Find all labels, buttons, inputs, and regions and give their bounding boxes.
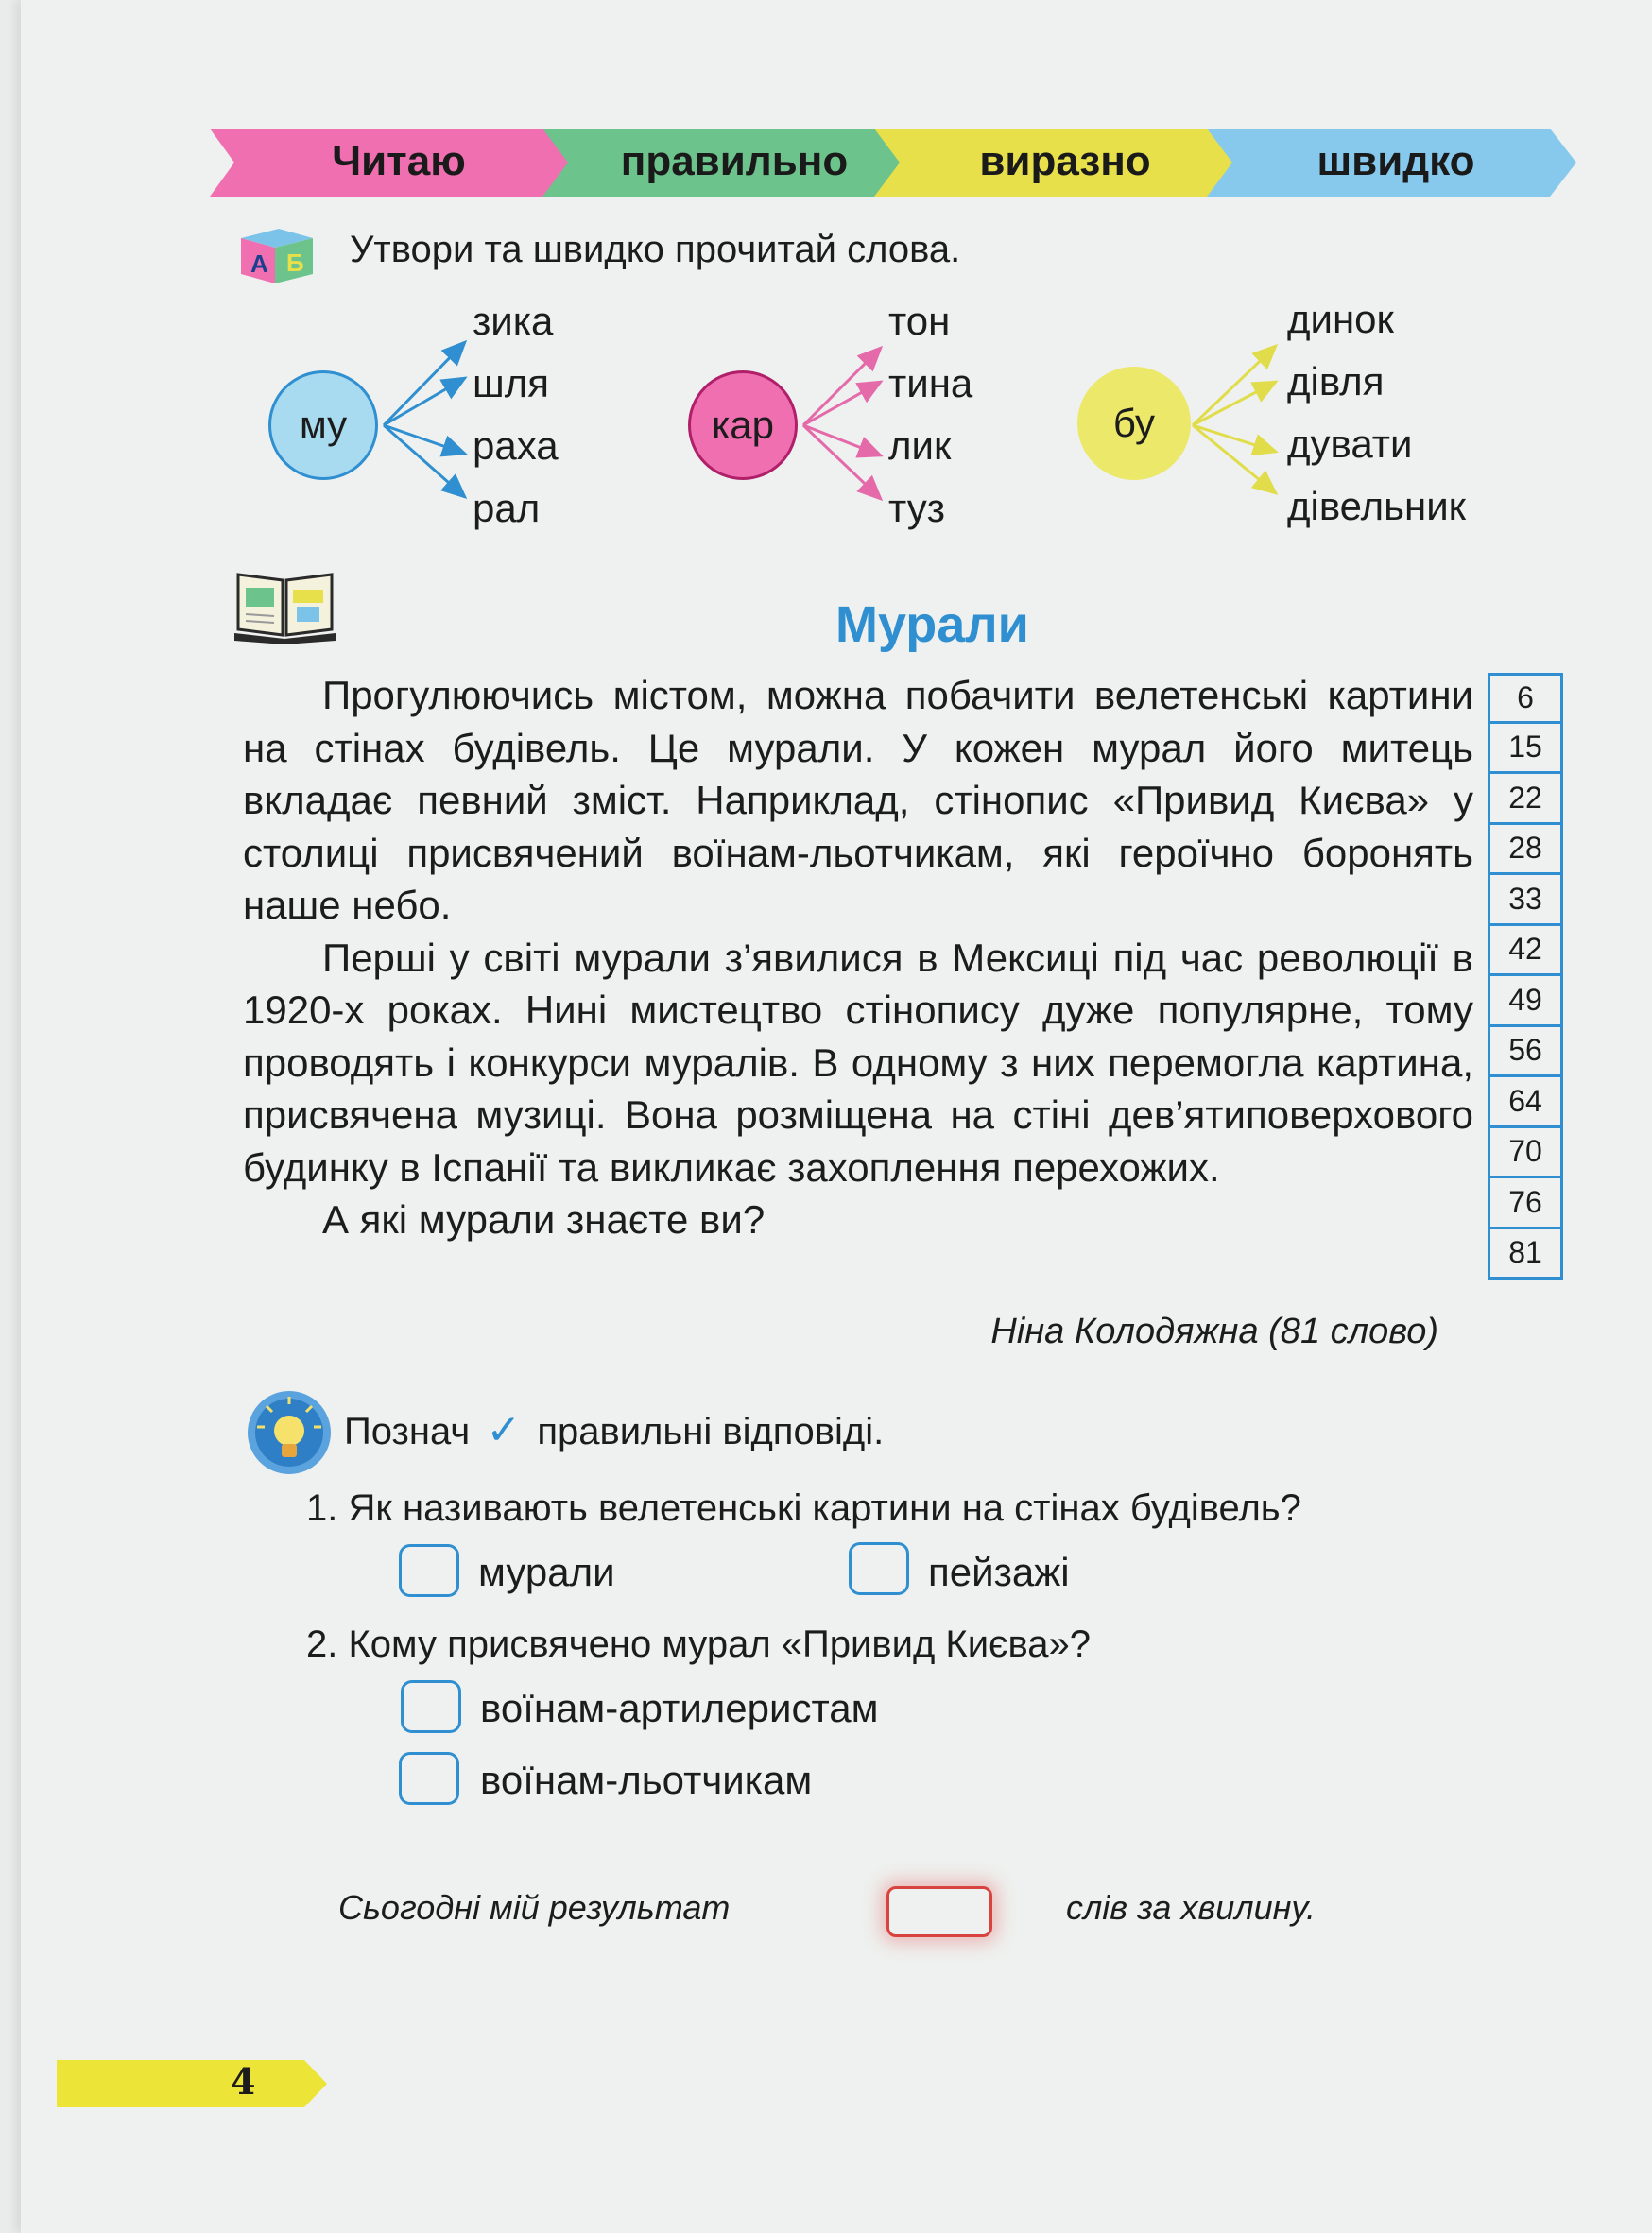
ending-word: шля xyxy=(473,361,549,405)
word-count-cell: 33 xyxy=(1488,875,1563,926)
paragraph: Прогулюючись містом, можна побачити велетенські картини на стінах будівель. Це мурали. У кожен мурал його митець вкладає певний зміст. Наприклад, стінопис «Привид Києва» у столиці присвячений воїнам-льотчикам, які героїчно боронять наше небо. xyxy=(243,673,1473,927)
ending-word: динок xyxy=(1287,297,1394,341)
syllable-circle-kar: кар xyxy=(688,370,798,480)
lightbulb-icon xyxy=(246,1389,333,1476)
answer-checkbox[interactable] xyxy=(849,1542,909,1595)
word-count-cell: 22 xyxy=(1488,774,1563,825)
ribbon-label-read: Читаю xyxy=(332,138,466,184)
word-count-cell: 64 xyxy=(1488,1077,1563,1128)
ending-word: дівельник xyxy=(1287,484,1467,528)
reading-text xyxy=(243,669,1473,1246)
answer-option: воїнам-артилеристам xyxy=(480,1686,879,1730)
word-count-cell: 70 xyxy=(1488,1128,1563,1179)
page-number-tab xyxy=(57,2056,331,2111)
ribbon-label-quickly: швидко xyxy=(1316,138,1475,184)
quiz-instruction xyxy=(344,1406,884,1454)
result-input-box[interactable] xyxy=(886,1886,992,1937)
ribbon-label-expressively: виразно xyxy=(979,138,1151,184)
instruction-text: Познач xyxy=(344,1411,471,1452)
word-count-cell: 42 xyxy=(1488,926,1563,977)
word-count-cell: 28 xyxy=(1488,825,1563,876)
word-count-cell: 49 xyxy=(1488,976,1563,1027)
answer-option: воїнам-льотчикам xyxy=(480,1758,813,1802)
svg-text:А: А xyxy=(250,249,268,278)
checkmark-icon: ✓ xyxy=(486,1407,522,1453)
answer-option: пейзажі xyxy=(928,1550,1070,1594)
answer-option: мурали xyxy=(478,1550,615,1594)
word-count-cell: 76 xyxy=(1488,1178,1563,1229)
word-count-column xyxy=(1488,673,1563,1280)
answer-checkbox[interactable] xyxy=(399,1544,459,1597)
svg-text:Б: Б xyxy=(286,249,304,277)
page-number: 4 xyxy=(231,2060,256,2103)
open-book-icon xyxy=(231,567,339,644)
ending-word: зика xyxy=(473,299,554,343)
ending-word: дівля xyxy=(1287,359,1385,404)
ending-word: лик xyxy=(888,423,952,468)
word-count-cell: 56 xyxy=(1488,1027,1563,1078)
ending-word: раха xyxy=(473,423,559,468)
question-1: 1. Як називають велетенські картини на стінах будівель? xyxy=(306,1487,1301,1529)
text-title: Мурали xyxy=(835,596,1029,653)
syllable-arrows xyxy=(21,0,1652,567)
answer-checkbox[interactable] xyxy=(401,1680,461,1733)
ribbon-label-correctly: правильно xyxy=(620,138,849,184)
question-2: 2. Кому присвячено мурал «Привид Києва»? xyxy=(306,1623,1091,1665)
result-unit: слів за хвилину. xyxy=(1066,1888,1316,1927)
syllable-circle-bu: бу xyxy=(1077,367,1191,480)
word-count-cell: 81 xyxy=(1488,1229,1563,1280)
ending-word: рал xyxy=(473,486,541,530)
ending-word: тина xyxy=(888,361,973,405)
syllable-circle-mu: му xyxy=(268,370,378,480)
result-label: Сьогодні мій результат xyxy=(338,1888,731,1927)
word-count-cell: 15 xyxy=(1488,724,1563,775)
ending-word: дувати xyxy=(1287,421,1413,466)
textbook-page xyxy=(21,0,1652,2233)
instruction-text: правильні відповіді. xyxy=(537,1411,885,1452)
word-count-cell: 6 xyxy=(1488,673,1563,724)
paragraph: А які мурали знаєте ви? xyxy=(322,1197,766,1242)
task-instruction: Утвори та швидко прочитай слова. xyxy=(350,229,961,270)
author-attribution: Ніна Колодяжна (81 слово) xyxy=(990,1312,1438,1351)
ending-word: туз xyxy=(888,486,945,530)
ending-word: тон xyxy=(888,299,951,343)
paragraph: Перші у світі мурали з’явилися в Мексиці під час революції в 1920-х роках. Нині мистецтво стінопису дуже популярне, тому проводять і конкурси муралів. В одному з них перемогла картина, присвячена музиці. Вона розміщена на стіні дев’ятиповерхового будинку в Іспанії та викликає захоплення перехожих. xyxy=(243,935,1473,1190)
answer-checkbox[interactable] xyxy=(399,1752,459,1805)
